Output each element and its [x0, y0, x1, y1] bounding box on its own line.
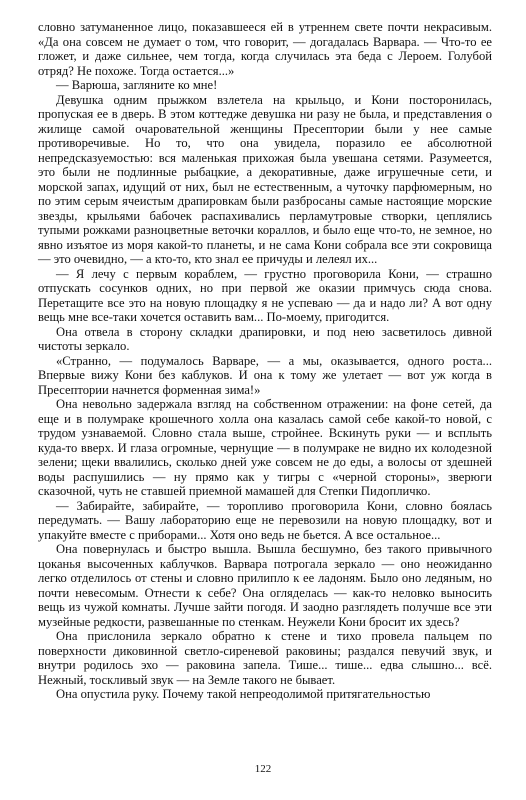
- paragraph-9: Она повернулась и быстро вышла. Вышла бесшумно, без такого привычного цоканья высоченных каблучков. Варвара потрогала зеркало — оно неожиданно легко отделилось от стены и словно прилипло к ее ладоням. Было оно ледяным, но почти невесомым. Отнести к себе? Она огляделась — как-то неловко выносить вещь из чужой комнаты. Лучше зайти погодя. И заодно разглядеть получше все эти музейные редкости, развешанные по стенкам. Неужели Кони бросит их здесь?: [38, 542, 492, 629]
- paragraph-4: — Я лечу с первым кораблем, — грустно проговорила Кони, — страшно отпускать сосунков одних, но при первой же оказии примчусь сюда снова. Перетащите все это на новую площадку я не успеваю — да и надо ли? А вот одну вещь мне все-таки хочется оставить вам... По-моему, пригодится.: [38, 266, 492, 324]
- paragraph-6: «Странно, — подумалось Варваре, — а мы, оказывается, одного роста... Впервые вижу Кони без каблуков. И она к тому же улетает — вот уж когда в Пресептории начнется форменная зима!»: [38, 353, 492, 397]
- paragraph-10: Она прислонила зеркало обратно к стене и тихо провела пальцем по поверхности диковинной светло-сиреневой раковины; раздался певучий звук, и внутри родилось эхо — раковина запела. Тише... тише... едва слышно... всё. Нежный, тоскливый звук — на Земле такого не бывает.: [38, 629, 492, 687]
- paragraph-1: словно затуманенное лицо, показавшееся ей в утреннем свете почти некрасивым. «Да она совсем не думает о том, что говорит, — догадалась Варвара. — Что-то ее гложет, и даже сильнее, чем тогда, когда случилась эта беда с Лероем. Голубой отряд? Не похоже. Тогда остается...»: [38, 20, 492, 78]
- paragraph-11: Она опустила руку. Почему такой непреодолимой притягательностью: [56, 687, 431, 701]
- paragraph-8: — Забирайте, забирайте, — торопливо проговорила Кони, словно боялась передумать. — Вашу лабораторию еще не перевозили на новую площадку, вот и упакуйте вместе с приборами... Хотя оно ведь не бьется. А все остальное...: [38, 498, 492, 542]
- paragraph-5: Она отвела в сторону складки драпировки, и под нею засветилось дивной чистоты зеркало.: [38, 324, 492, 353]
- page-text: [38, 20, 492, 702]
- paragraph-2: — Варюша, загляните ко мне!: [56, 78, 218, 92]
- page-number: 122: [254, 763, 272, 775]
- paragraph-7: Она невольно задержала взгляд на собственном отражении: на фоне сетей, да еще и в полумраке крошечного холла она казалась самой себе какой-то новой, с трудом узнаваемой. Словно стала выше, стройнее. Вскинуть руки — и всплыть куда-то вверх. И глаза огромные, чернущие — в полумраке не видно их колодезной зелени; щеки ввалились, сколько дней уже совсем не до еды, а волосы от здешней воды распушились — ну прямо как у тигры с «черной стороны», зверюги сказочной, чуть не ставшей приемной мамашей для Степки Пидопличко.: [38, 397, 492, 498]
- paragraph-3: Девушка одним прыжком взлетела на крыльцо, и Кони посторонилась, пропуская ее в дверь. В этом коттедже девушка ни разу не была, и представления о жилище самой очаровательной женщины Пресептории были у нее самые противоречивые. Но то, что она увидела, поразило ее абсолютной непредсказуемостью: вся маленькая прихожая была увешана сетями. Разумеется, это были не подлинные рыбацкие, а декоративные, даже игрушечные сети, и морской запах, идущий от них, был не естественным, а чуточку парфюмерным, но по этим серым ячеистым драпировкам были разбросаны самые настоящие морские звезды, крыльями бабочек распахивались перламутровые створки, цеплялись тупыми рожками разноцветные веточки кораллов, и было еще что-то, не земное, но явно изъятое из моря какой-то планеты, и не сама Кони собрала все эти сокровища — это очевидно, — а кто-то, кто знал ее причуды и лелеял их...: [38, 92, 492, 266]
